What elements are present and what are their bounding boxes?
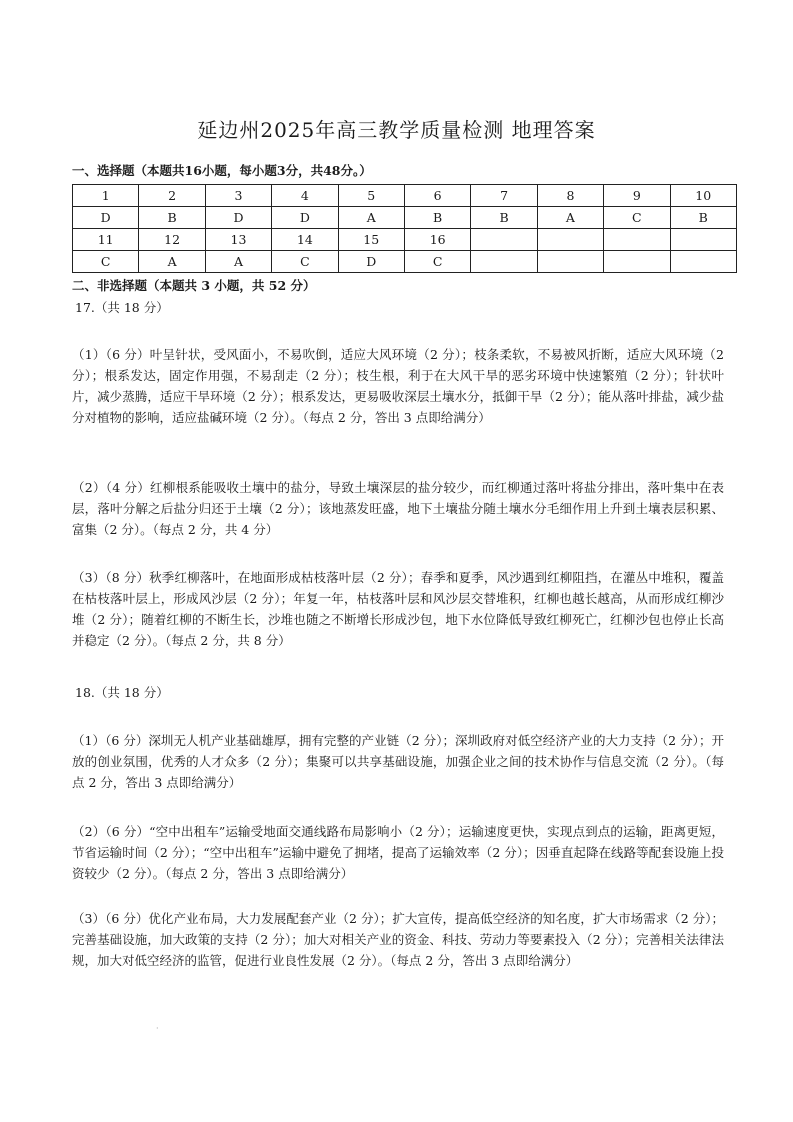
answer-cell: C bbox=[604, 207, 670, 229]
question-number-cell bbox=[604, 229, 670, 251]
question-number-cell: 6 bbox=[404, 185, 470, 207]
question-17-header: 17.（共 18 分） bbox=[75, 300, 169, 315]
question-number-cell: 9 bbox=[604, 185, 670, 207]
question-17-part-1: （1）（6 分）叶呈针状，受风面小，不易吹倒，适应大风环境（2 分）；枝条柔软，不易被风折断，适应大风环境（2 分）；根系发达，固定作用强，不易刮走（2 分）；枝生根，利于在大风干旱的恶劣环境中快速繁殖（2 分）；针状叶片，减少蒸腾，适应干旱环境（2 分）；根系发达，更易吸收深层土壤水分，抵御干旱（2 分）；能从落叶排盐，减少盐分对植物的影响，适应盐碱环境（2 分）。（每点 2 分，答出 3 点即给满分） bbox=[72, 347, 724, 425]
question-number-cell: 8 bbox=[537, 185, 603, 207]
question-number-cell: 5 bbox=[338, 185, 404, 207]
answer-cell bbox=[670, 251, 736, 273]
question-number-cell: 11 bbox=[73, 229, 139, 251]
question-number-cell bbox=[537, 229, 603, 251]
question-18-part-2: （2）（6 分）“空中出租车”运输受地面交通线路布局影响小（2 分）；运输速度更快，实现点到点的运输，距离更短，节省运输时间（2 分）；“空中出租车”运输中避免了拥堵，提高了运输效率（2 分）；因垂直起降在线路等配套设施上投资较少（2 分）。（每点 2 分，答出 3 点即给满分） bbox=[72, 824, 724, 881]
question-number-cell: 15 bbox=[338, 229, 404, 251]
question-number-cell: 4 bbox=[272, 185, 338, 207]
page-title: 延边州2025年高三教学质量检测 地理答案 bbox=[197, 118, 596, 142]
answer-table bbox=[72, 184, 737, 273]
answer-cell: C bbox=[404, 251, 470, 273]
section-choice-heading: 一、选择题（本题共16小题，每小题3分，共48分。） bbox=[72, 163, 372, 178]
answer-table-row bbox=[73, 207, 737, 229]
answer-cell: D bbox=[272, 207, 338, 229]
answer-cell bbox=[604, 251, 670, 273]
answer-cell bbox=[537, 251, 603, 273]
question-17-part-3: （3）（8 分）秋季红柳落叶，在地面形成枯枝落叶层（2 分）；春季和夏季，风沙遇到红柳阻挡，在灌丛中堆积，覆盖在枯枝落叶层上，形成风沙层（2 分）；年复一年，枯枝落叶层和风沙层交替堆积，红柳也越长越高，从而形成红柳沙堆（2 分）；随着红柳的不断生长，沙堆也随之不断增长形成沙包，地下水位降低导致红柳死亡，红柳沙包也停止长高并稳定（2 分）。（每点 2 分，共 8 分） bbox=[72, 570, 724, 648]
question-number-cell: 10 bbox=[670, 185, 736, 207]
question-number-cell bbox=[670, 229, 736, 251]
answer-cell: B bbox=[404, 207, 470, 229]
question-18-header: 18.（共 18 分） bbox=[75, 685, 169, 700]
question-number-cell: 1 bbox=[73, 185, 139, 207]
answer-cell: D bbox=[73, 207, 139, 229]
answer-cell: A bbox=[537, 207, 603, 229]
answer-cell: A bbox=[338, 207, 404, 229]
question-number-cell: 14 bbox=[272, 229, 338, 251]
question-18-part-1: （1）（6 分）深圳无人机产业基础雄厚，拥有完整的产业链（2 分）；深圳政府对低空经济产业的大力支持（2 分）；开放的创业氛围，优秀的人才众多（2 分）；集聚可以共享基础设施，加强企业之间的技术协作与信息交流（2 分）。（每点 2 分，答出 3 点即给满分） bbox=[72, 733, 724, 790]
question-number-cell: 3 bbox=[205, 185, 271, 207]
answer-cell: A bbox=[139, 251, 205, 273]
answer-cell: C bbox=[272, 251, 338, 273]
section-essay-heading: 二、非选择题（本题共 3 小题，共 52 分） bbox=[72, 278, 316, 293]
question-number-cell: 12 bbox=[139, 229, 205, 251]
answer-cell: D bbox=[205, 207, 271, 229]
question-18-part-3: （3）（6 分）优化产业布局，大力发展配套产业（2 分）；扩大宣传，提高低空经济的知名度，扩大市场需求（2 分）；完善基础设施，加大政策的支持（2 分）；加大对相关产业的资金、科技、劳动力等要素投入（2 分）；完善相关法律法规，加大对低空经济的监管，促进行业良性发展（2 分）。（每点 2 分，答出 3 点即给满分） bbox=[72, 911, 724, 968]
question-number-cell: 13 bbox=[205, 229, 271, 251]
answer-table-row bbox=[73, 229, 737, 251]
answer-table-row bbox=[73, 185, 737, 207]
question-number-cell: 2 bbox=[139, 185, 205, 207]
answer-cell: C bbox=[73, 251, 139, 273]
answer-cell: B bbox=[670, 207, 736, 229]
answer-cell: A bbox=[205, 251, 271, 273]
answer-cell: B bbox=[139, 207, 205, 229]
answer-table-row bbox=[73, 251, 737, 273]
answer-cell: B bbox=[471, 207, 537, 229]
question-number-cell: 7 bbox=[471, 185, 537, 207]
page-mark-dot: · bbox=[156, 1024, 159, 1033]
answer-cell: D bbox=[338, 251, 404, 273]
question-number-cell: 16 bbox=[404, 229, 470, 251]
answer-cell bbox=[471, 251, 537, 273]
question-number-cell bbox=[471, 229, 537, 251]
question-17-part-2: （2）（4 分）红柳根系能吸收土壤中的盐分，导致土壤深层的盐分较少，而红柳通过落叶将盐分排出，落叶集中在表层，落叶分解之后盐分归还于土壤（2 分）；该地蒸发旺盛，地下土壤盐分随土壤水分毛细作用上升到土壤表层积累、富集（2 分）。（每点 2 分，共 4 分） bbox=[72, 480, 724, 537]
